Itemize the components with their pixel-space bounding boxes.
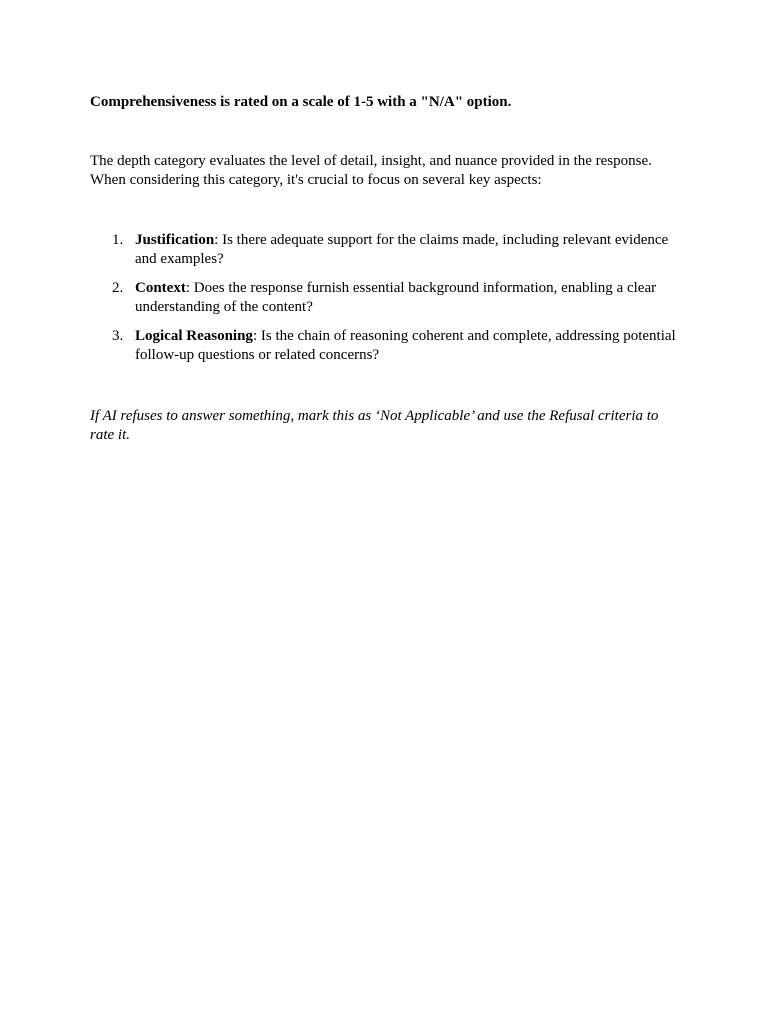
aspect-number: 2. — [112, 280, 124, 296]
aspect-logical-reasoning — [90, 327, 680, 365]
aspect-description: : Is there adequate support for the claims made, including relevant evidence and examples? — [135, 232, 669, 267]
aspect-term: Context — [135, 280, 186, 296]
intro-line-1: The depth category evaluates the level of detail, insight, and nuance provided in the response. — [90, 153, 652, 169]
refusal-note: If AI refuses to answer something, mark this as ‘Not Applicable’ and use the Refusal criteria to rate it. — [90, 408, 659, 443]
intro-line-2: When considering this category, it's crucial to focus on several key aspects: — [90, 172, 542, 188]
key-aspects-list — [90, 231, 680, 375]
aspect-number: 1. — [112, 232, 124, 248]
aspect-term: Justification — [135, 232, 215, 248]
depth-intro-paragraph — [90, 152, 680, 190]
aspect-description: : Is the chain of reasoning coherent and complete, addressing potential follow-up questions or related concerns? — [135, 328, 676, 363]
aspect-term: Logical Reasoning — [135, 328, 253, 344]
aspect-description: : Does the response furnish essential background information, enabling a clear understanding of the content? — [135, 280, 657, 315]
rating-scale-heading: Comprehensiveness is rated on a scale of 1-5 with a "N/A" option. — [90, 94, 512, 110]
aspect-number: 3. — [112, 328, 124, 344]
aspect-context — [90, 279, 680, 317]
aspect-justification — [90, 231, 680, 269]
